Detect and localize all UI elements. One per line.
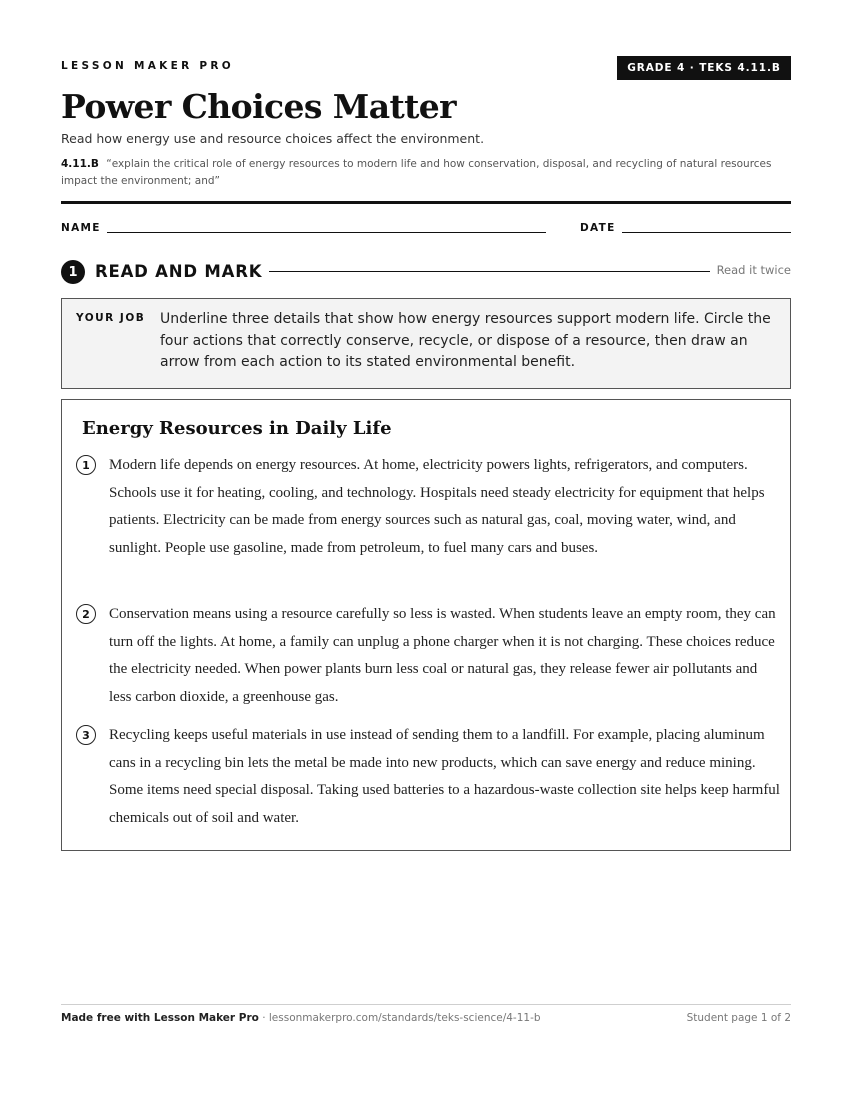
page-title: Power Choices Matter (61, 87, 456, 126)
footer-made-with: Made free with Lesson Maker Pro (61, 1012, 259, 1024)
footer-credit (61, 1012, 541, 1024)
standard-statement (61, 156, 791, 190)
instructions-text: Underline three details that show how energy resources support modern life. Circle the four actions that correctly conserve, recycle, or dispose of a resource, then draw an arrow from each action to its stated environmental benefit. (160, 311, 771, 370)
footer-url: · lessonmakerpro.com/standards/teks-science/4-11-b (258, 1012, 541, 1024)
standard-text: “explain the critical role of energy resources to modern life and how conservation, disposal, and recycling of natural resources impact the environment; and” (61, 158, 772, 187)
brand-name: LESSON MAKER PRO (61, 60, 235, 72)
standard-code: 4.11.B (61, 158, 99, 170)
section-rule (269, 271, 710, 272)
page-number: Student page 1 of 2 (686, 1012, 791, 1024)
passage-paragraph (76, 601, 782, 712)
section-number-badge: 1 (61, 260, 85, 284)
reading-passage (61, 399, 791, 851)
section-title: READ AND MARK (95, 262, 263, 281)
header-bar (61, 56, 791, 80)
date-field[interactable] (622, 232, 791, 233)
passage-paragraph (76, 452, 782, 563)
name-field[interactable] (107, 232, 546, 233)
section-header (61, 259, 791, 285)
name-date-row (61, 222, 791, 238)
page-subtitle: Read how energy use and resource choices affect the environment. (61, 131, 485, 146)
paragraph-text: Recycling keeps useful materials in use instead of sending them to a landfill. For example, placing aluminum cans in a recycling bin lets the metal be made into new products, which can save energy and reduce mining. Some items need special disposal. Taking used batteries to a hazardous-waste collection site helps keep harmful chemicals out of soil and water. (109, 727, 780, 827)
date-label: DATE (580, 222, 616, 234)
name-label: NAME (61, 222, 101, 234)
header-divider (61, 201, 791, 204)
grade-badge: GRADE 4 · TEKS 4.11.B (617, 56, 791, 80)
section-hint: Read it twice (716, 263, 791, 277)
paragraph-number: 3 (76, 725, 96, 745)
passage-paragraph (76, 722, 782, 833)
paragraph-number: 1 (76, 455, 96, 475)
passage-title: Energy Resources in Daily Life (82, 418, 392, 439)
paragraph-text: Conservation means using a resource carefully so less is wasted. When students leave an empty room, they can turn off the lights. At home, a family can unplug a phone charger when it is not charging. These choices reduce the electricity needed. When power plants burn less coal or natural gas, they release fewer air pollutants and less carbon dioxide, a greenhouse gas. (109, 606, 776, 706)
paragraph-number: 2 (76, 604, 96, 624)
footer-divider (61, 1004, 791, 1005)
page-footer (61, 1012, 791, 1026)
paragraph-text: Modern life depends on energy resources. At home, electricity powers lights, refrigerators, and computers. Schools use it for heating, cooling, and technology. Hospitals need steady electricity for equipment that helps patients. Electricity can be made from energy sources such as natural gas, coal, moving water, wind, and sunlight. People use gasoline, made from petroleum, to fuel many cars and buses. (109, 457, 765, 557)
instructions-label: YOUR JOB (76, 312, 146, 324)
instructions-box (61, 298, 791, 389)
